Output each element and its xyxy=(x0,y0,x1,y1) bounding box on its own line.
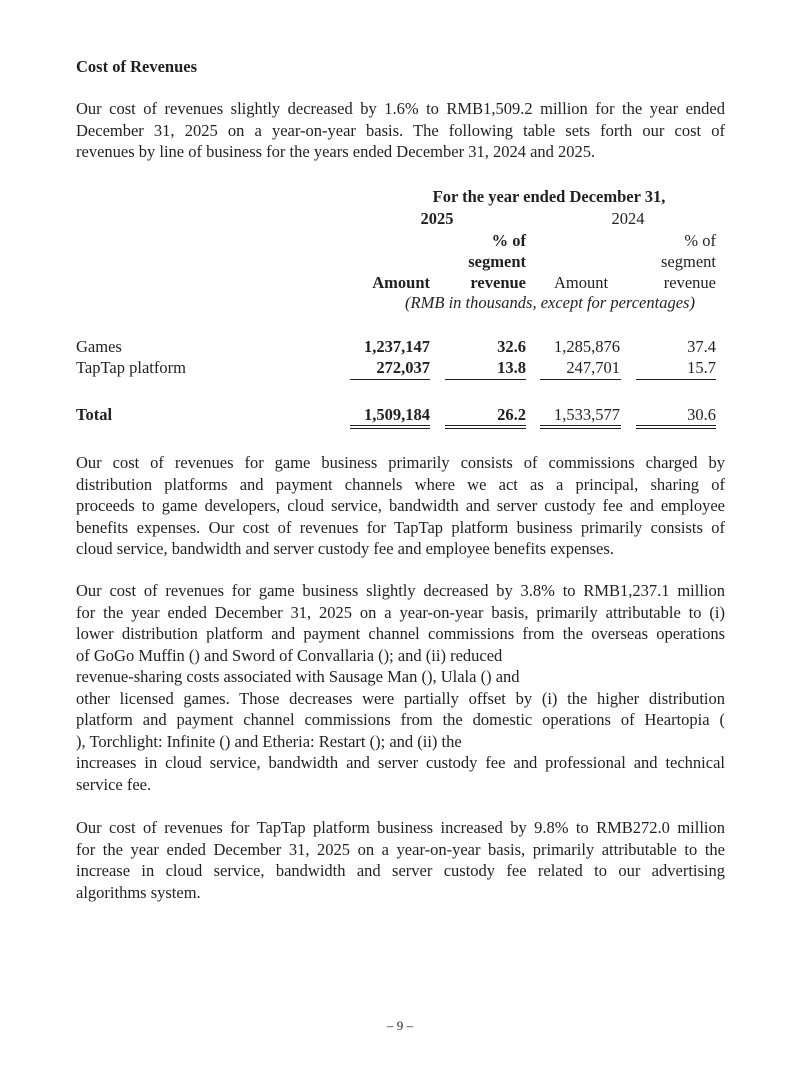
text-line: increases in cloud service, bandwidth and server custody fee and professional and technical xyxy=(76,753,725,772)
cell-amount-2024: 247,701 xyxy=(566,358,620,377)
col-header-pct-2025-line2: segment xyxy=(468,252,526,271)
subtotal-rule xyxy=(540,379,621,380)
total-double-rule xyxy=(350,425,430,429)
cell-total-pct-2024: 30.6 xyxy=(687,405,716,424)
composition-paragraph xyxy=(76,452,725,560)
text-line: Our cost of revenues for game business slightly decreased by 3.8% to RMB1,237.1 million xyxy=(76,581,725,600)
game-business-paragraph xyxy=(76,580,725,795)
subtotal-rule xyxy=(445,379,526,380)
text-line: ), Torchlight: Infinite () and Etheria: Restart (); and (ii) the xyxy=(76,731,462,751)
row-label-total: Total xyxy=(76,405,113,424)
text-line: distribution platforms and payment channels where we act as a principal, sharing of xyxy=(76,474,725,494)
text-line: for the year ended December 31, 2025 on a year-on-year basis, primarily attributable to (i) xyxy=(76,602,725,622)
text-line: algorithms system. xyxy=(76,882,201,902)
text-line: service fee. xyxy=(76,774,152,794)
subtotal-rule xyxy=(636,379,716,380)
text-line: revenues by line of business for the years ended December 31, 2024 and 2025. xyxy=(76,142,596,161)
row-label-taptap: TapTap platform xyxy=(76,358,186,377)
cell-pct-2025: 13.8 xyxy=(497,358,526,377)
col-header-pct-2024-line3: revenue xyxy=(663,273,716,292)
text-line: Our cost of revenues slightly decreased by 1.6% to RMB1,509.2 million for the year ended xyxy=(76,99,725,118)
col-header-pct-2025-line1: % of xyxy=(491,231,526,250)
col-header-amount-2025: Amount xyxy=(372,273,430,292)
text-line: cloud service, bandwidth and server custody fee and employee benefits expenses. xyxy=(76,539,614,558)
year-label-2024: 2024 xyxy=(611,209,645,228)
page-number: – 9 – xyxy=(387,1018,413,1033)
cell-total-pct-2025: 26.2 xyxy=(497,405,526,424)
cell-amount-2025: 272,037 xyxy=(376,358,430,377)
row-label-games: Games xyxy=(76,337,122,356)
taptap-business-paragraph xyxy=(76,817,725,903)
period-header: For the year ended December 31, xyxy=(432,187,666,206)
cell-amount-2024: 1,285,876 xyxy=(554,337,620,356)
text-line: revenue-sharing costs associated with Sausage Man (), Ulala () and xyxy=(76,667,520,686)
cell-pct-2024: 37.4 xyxy=(687,337,716,356)
cell-amount-2025: 1,237,147 xyxy=(364,337,430,356)
text-line: for the year ended December 31, 2025 on a year-on-year basis, primarily attributable to the xyxy=(76,839,725,859)
total-double-rule xyxy=(636,425,716,429)
text-line: December 31, 2025 on a year-on-year basis. The following table sets forth our cost of xyxy=(76,120,725,140)
text-line: other licensed games. Those decreases were partially offset by (i) the higher distribution xyxy=(76,688,725,708)
text-line: proceeds to game developers, cloud service, bandwidth and server custody fee and employee xyxy=(76,496,725,515)
col-header-pct-2024-line2: segment xyxy=(661,252,716,271)
cell-pct-2024: 15.7 xyxy=(687,358,716,377)
text-line: Our cost of revenues for TapTap platform business increased by 9.8% to RMB272.0 million xyxy=(76,818,725,837)
text-line: benefits expenses. Our cost of revenues for TapTap platform business primarily consists of xyxy=(76,517,725,537)
subtotal-rule xyxy=(350,379,430,380)
cell-pct-2025: 32.6 xyxy=(497,337,526,356)
col-header-amount-2024: Amount xyxy=(553,273,609,292)
total-double-rule xyxy=(445,425,526,429)
cell-total-amount-2025: 1,509,184 xyxy=(364,405,430,424)
cell-total-amount-2024: 1,533,577 xyxy=(554,405,620,424)
col-header-pct-2024-line1: % of xyxy=(684,231,716,250)
intro-paragraph xyxy=(76,98,725,163)
text-line: platform and payment channel commissions from the domestic operations of Heartopia ( xyxy=(76,710,725,729)
text-line: Our cost of revenues for game business primarily consists of commissions charged by xyxy=(76,453,725,472)
text-line: lower distribution platform and payment channel commissions from the overseas operations xyxy=(76,624,725,643)
section-heading: Cost of Revenues xyxy=(76,57,197,76)
units-note: (RMB in thousands, except for percentages) xyxy=(405,293,695,312)
text-line: of GoGo Muffin () and Sword of Convallaria (); and (ii) reduced xyxy=(76,645,503,665)
text-line: increase in cloud service, bandwidth and server custody fee related to our advertising xyxy=(76,861,725,880)
year-label-2025: 2025 xyxy=(420,209,454,228)
col-header-pct-2025-line3: revenue xyxy=(470,273,526,292)
total-double-rule xyxy=(540,425,621,429)
